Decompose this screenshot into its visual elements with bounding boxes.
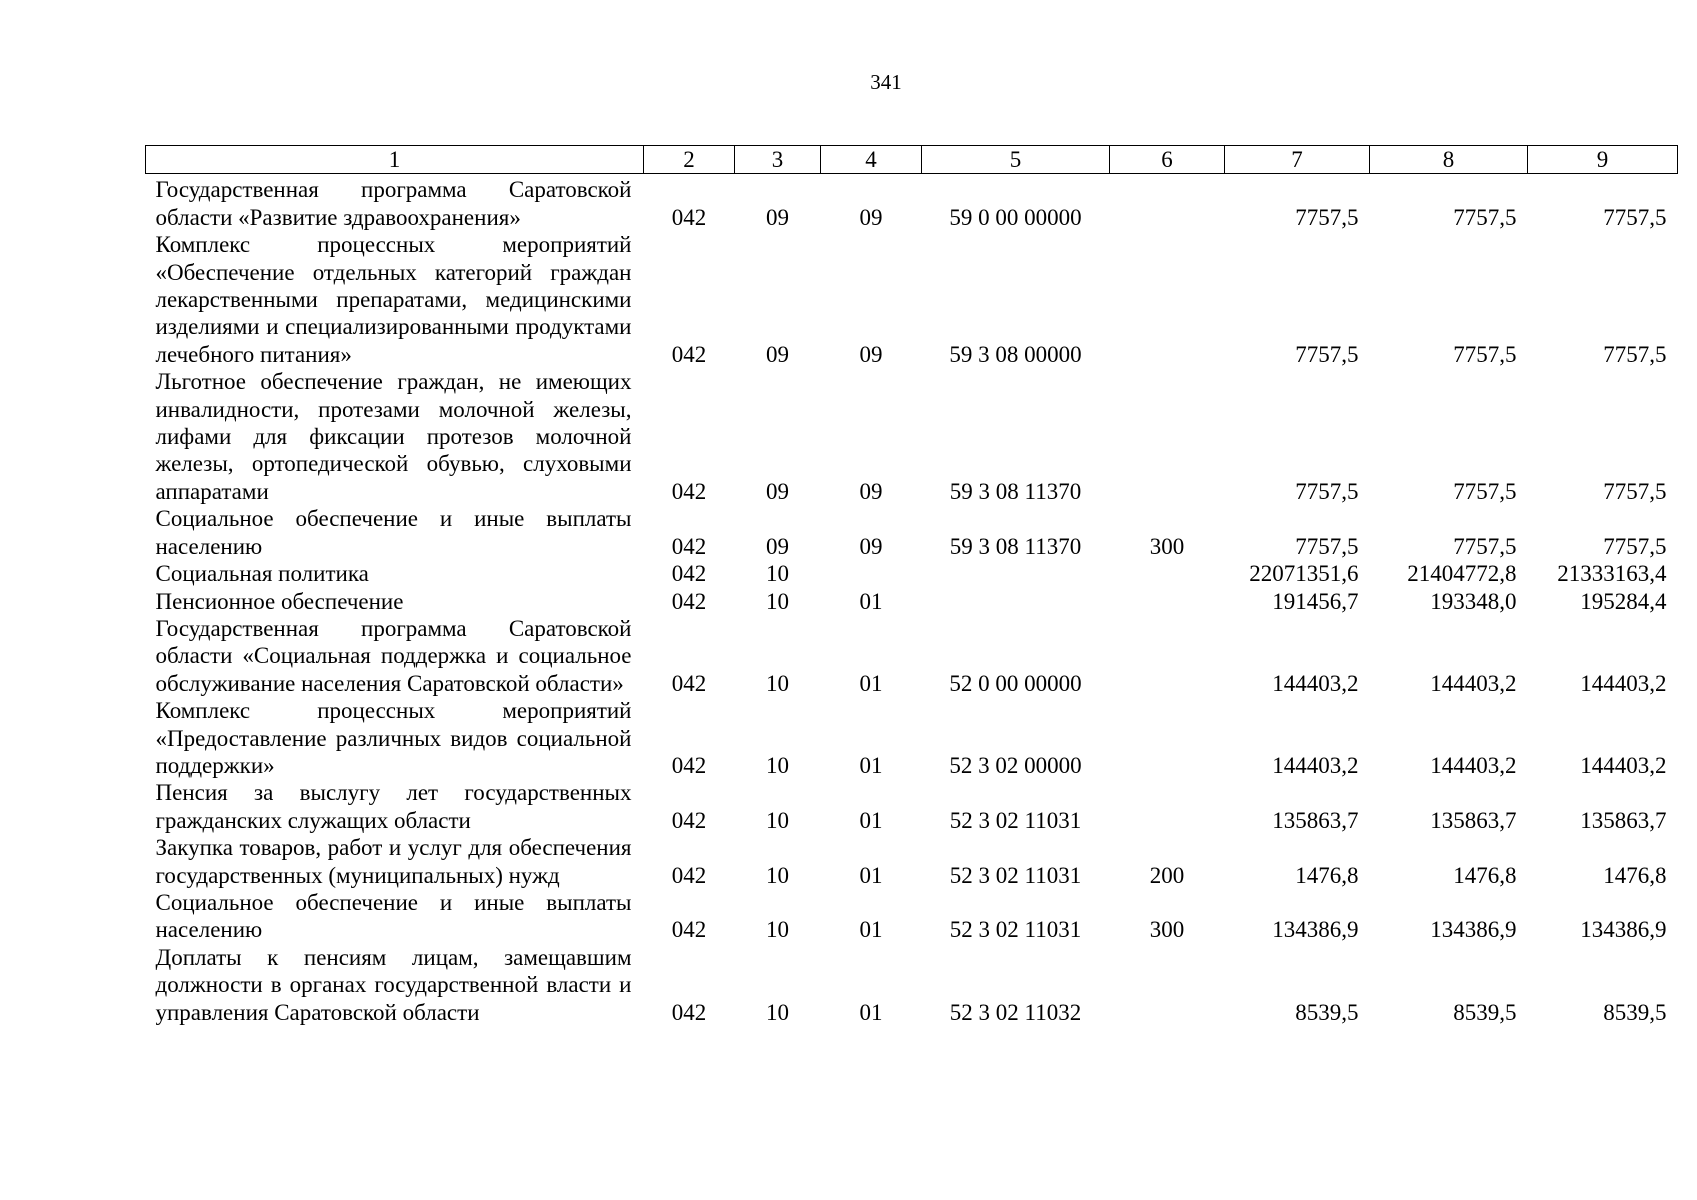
- column-header: 2: [644, 146, 735, 174]
- table-row: [146, 834, 1678, 889]
- cell-amount-9: 134386,9: [1580, 917, 1667, 943]
- table-row: [146, 505, 1678, 560]
- column-header: 9: [1528, 146, 1678, 174]
- cell-amount-8: 7757,5: [1453, 204, 1517, 230]
- cell-amount-9: 7757,5: [1603, 204, 1667, 230]
- cell-expense-type: [1110, 368, 1225, 505]
- cell-amount-7: 1476,8: [1295, 862, 1359, 888]
- cell-amount-8: 1476,8: [1453, 862, 1517, 888]
- budget-table: [145, 145, 1678, 1026]
- cell-subsection: 01: [859, 999, 883, 1025]
- cell-target-article: 52 3 02 00000: [949, 752, 1082, 778]
- cell-expense-type: 200: [1149, 862, 1185, 888]
- cell-subsection: [821, 560, 922, 587]
- cell-expense-type: 300: [1149, 533, 1185, 559]
- column-header: 3: [735, 146, 821, 174]
- cell-section: 09: [766, 533, 789, 559]
- cell-target-article: 52 3 02 11031: [949, 807, 1082, 833]
- cell-subsection: 09: [859, 478, 883, 504]
- cell-subsection: 09: [859, 204, 883, 230]
- cell-amount-7: 8539,5: [1295, 999, 1359, 1025]
- cell-code: 042: [671, 588, 707, 614]
- cell-section: 10: [766, 561, 789, 587]
- cell-expense-type: [1110, 174, 1225, 231]
- cell-amount-7: 7757,5: [1295, 341, 1359, 367]
- page-number: 341: [870, 70, 902, 94]
- cell-code: 042: [671, 670, 707, 696]
- cell-amount-8: 7757,5: [1453, 341, 1517, 367]
- cell-target-article: 52 0 00 00000: [949, 670, 1082, 696]
- cell-expense-type: [1110, 779, 1225, 834]
- cell-expense-type: [1110, 231, 1225, 368]
- cell-target-article: 52 3 02 11031: [949, 862, 1082, 888]
- cell-section: 09: [766, 341, 789, 367]
- cell-target-article: 52 3 02 11032: [949, 999, 1082, 1025]
- cell-amount-7: 7757,5: [1295, 478, 1359, 504]
- cell-code: 042: [671, 807, 707, 833]
- column-header: 1: [146, 146, 644, 174]
- cell-amount-8: 134386,9: [1430, 917, 1517, 943]
- row-name: Комплекс процессных мероприятий «Предоставление различных видов социальной поддержки»: [155, 698, 632, 778]
- column-header: 7: [1225, 146, 1370, 174]
- table-row: [146, 588, 1678, 615]
- row-name: Закупка товаров, работ и услуг для обеспечения государственных (муниципальных) нужд: [155, 835, 632, 888]
- cell-amount-9: 7757,5: [1603, 533, 1667, 559]
- cell-amount-8: 193348,0: [1430, 588, 1517, 614]
- table-row: [146, 889, 1678, 944]
- cell-code: 042: [671, 999, 707, 1025]
- cell-target-article: 59 3 08 00000: [949, 341, 1082, 367]
- cell-subsection: 09: [859, 341, 883, 367]
- cell-target-article: 52 3 02 11031: [949, 917, 1082, 943]
- cell-target-article: [922, 560, 1110, 587]
- column-header: 4: [821, 146, 922, 174]
- table-row: [146, 174, 1678, 231]
- cell-expense-type: [1110, 697, 1225, 779]
- cell-code: 042: [671, 752, 707, 778]
- cell-amount-9: 1476,8: [1603, 862, 1667, 888]
- cell-section: 10: [766, 588, 789, 614]
- cell-code: 042: [671, 917, 707, 943]
- table-header-row: [146, 146, 1678, 174]
- row-name: Социальная политика: [155, 561, 369, 587]
- cell-amount-9: 7757,5: [1603, 478, 1667, 504]
- cell-amount-7: 191456,7: [1272, 588, 1359, 614]
- row-name: Социальное обеспечение и иные выплаты населению: [155, 506, 632, 559]
- cell-amount-8: 144403,2: [1430, 752, 1517, 778]
- cell-subsection: 01: [859, 807, 883, 833]
- table-row: [146, 368, 1678, 505]
- column-header: 5: [922, 146, 1110, 174]
- column-header: 6: [1110, 146, 1225, 174]
- cell-section: 10: [766, 670, 789, 696]
- cell-amount-7: 7757,5: [1295, 533, 1359, 559]
- cell-amount-9: 144403,2: [1580, 752, 1667, 778]
- table-row: [146, 779, 1678, 834]
- cell-code: 042: [671, 862, 707, 888]
- cell-section: 10: [766, 917, 789, 943]
- cell-amount-9: 7757,5: [1603, 341, 1667, 367]
- cell-code: 042: [671, 204, 707, 230]
- cell-expense-type: [1110, 560, 1225, 587]
- cell-section: 10: [766, 807, 789, 833]
- cell-amount-8: 21404772,8: [1407, 561, 1517, 587]
- cell-subsection: 01: [859, 588, 883, 614]
- cell-amount-7: 7757,5: [1295, 204, 1359, 230]
- table-row: [146, 944, 1678, 1026]
- table-row: [146, 697, 1678, 779]
- row-name: Социальное обеспечение и иные выплаты населению: [155, 889, 632, 943]
- cell-subsection: 01: [859, 752, 883, 778]
- cell-expense-type: [1110, 615, 1225, 697]
- cell-amount-7: 134386,9: [1272, 917, 1359, 943]
- table-row: [146, 615, 1678, 697]
- table-row: [146, 231, 1678, 368]
- cell-expense-type: 300: [1149, 917, 1185, 943]
- cell-amount-8: 7757,5: [1453, 533, 1517, 559]
- row-name: Государственная программа Саратовской области «Развитие здравоохранения»: [155, 177, 632, 230]
- cell-amount-9: 144403,2: [1580, 670, 1667, 696]
- cell-amount-8: 144403,2: [1430, 670, 1517, 696]
- cell-subsection: 01: [859, 670, 883, 696]
- cell-target-article: 59 3 08 11370: [949, 533, 1082, 559]
- cell-code: 042: [671, 561, 707, 587]
- cell-target-article: 59 0 00 00000: [949, 204, 1082, 230]
- cell-amount-9: 135863,7: [1580, 807, 1667, 833]
- cell-code: 042: [671, 341, 707, 367]
- row-name: Пенсия за выслугу лет государственных гражданских служащих области: [155, 780, 632, 833]
- cell-subsection: 09: [859, 533, 883, 559]
- cell-section: 09: [766, 204, 789, 230]
- table-row: [146, 560, 1678, 587]
- cell-expense-type: [1110, 588, 1225, 615]
- cell-section: 10: [766, 752, 789, 778]
- row-name: Доплаты к пенсиям лицам, замещавшим должности в органах государственной власти и управления Саратовской области: [155, 944, 632, 1025]
- cell-section: 10: [766, 862, 789, 888]
- row-name: Государственная программа Саратовской области «Социальная поддержка и социальное обслуживание населения Саратовской области»: [155, 615, 632, 696]
- cell-amount-8: 8539,5: [1453, 999, 1517, 1025]
- row-name: Пенсионное обеспечение: [155, 588, 404, 614]
- cell-code: 042: [671, 478, 707, 504]
- cell-amount-8: 135863,7: [1430, 807, 1517, 833]
- cell-subsection: 01: [859, 917, 883, 943]
- cell-expense-type: [1110, 944, 1225, 1026]
- cell-subsection: 01: [859, 862, 883, 888]
- cell-amount-8: 7757,5: [1453, 478, 1517, 504]
- cell-amount-9: 195284,4: [1580, 588, 1667, 614]
- cell-amount-7: 22071351,6: [1249, 561, 1359, 587]
- cell-amount-9: 8539,5: [1603, 999, 1667, 1025]
- cell-target-article: 59 3 08 11370: [949, 478, 1082, 504]
- row-name: Льготное обеспечение граждан, не имеющих инвалидности, протезами молочной железы, лифами для фиксации протезов молочной железы, ортопедической обувью, слуховыми аппаратами: [155, 369, 632, 504]
- cell-amount-7: 144403,2: [1272, 670, 1359, 696]
- cell-code: 042: [671, 533, 707, 559]
- cell-section: 10: [766, 999, 789, 1025]
- cell-section: 09: [766, 478, 789, 504]
- column-header: 8: [1370, 146, 1528, 174]
- cell-amount-7: 144403,2: [1272, 752, 1359, 778]
- cell-amount-7: 135863,7: [1272, 807, 1359, 833]
- row-name: Комплекс процессных мероприятий «Обеспечение отдельных категорий граждан лекарственными препаратами, медицинскими изделиями и специализированными продуктами лечебного питания»: [155, 232, 632, 367]
- cell-target-article: [922, 588, 1110, 615]
- cell-amount-9: 21333163,4: [1557, 561, 1667, 587]
